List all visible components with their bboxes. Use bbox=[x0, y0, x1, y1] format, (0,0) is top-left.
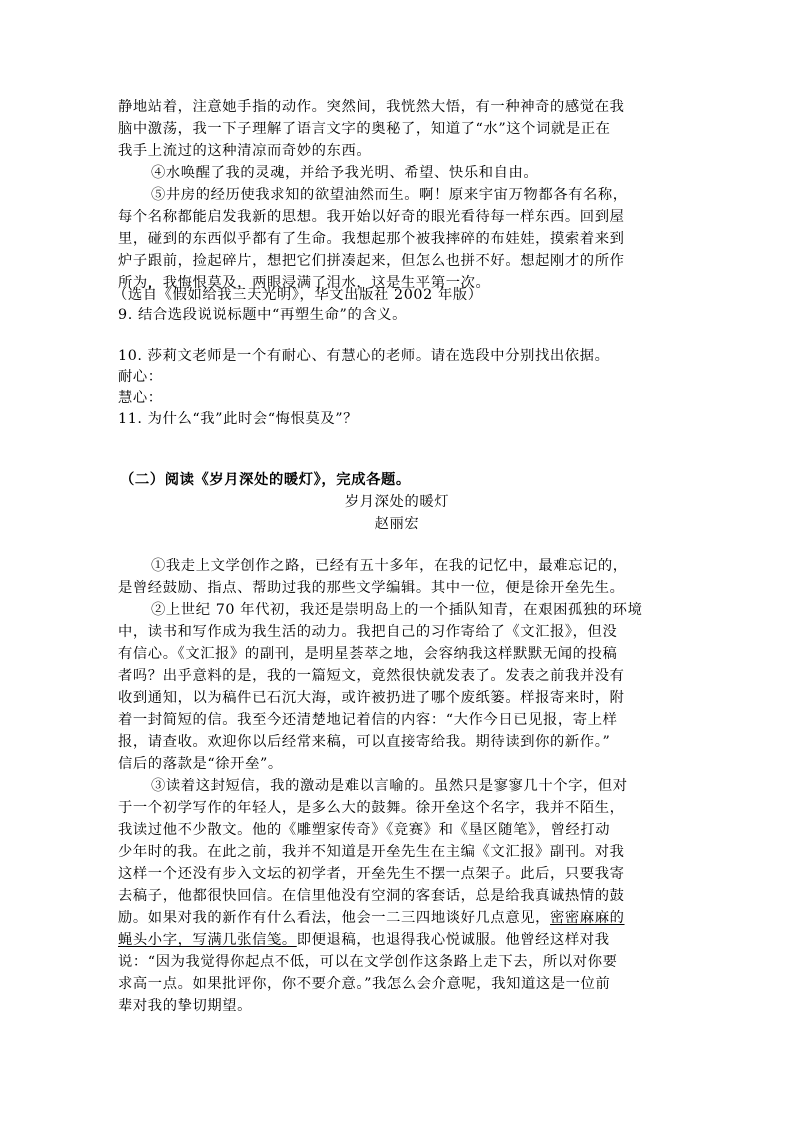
paragraph-3-line bbox=[118, 907, 625, 929]
paragraph-3-text: 励。如果对我的新作有什么看法，他会一二三四地谈好几点意见， bbox=[118, 910, 551, 926]
answer-label-wisdom: 慧心： bbox=[118, 390, 163, 406]
underlined-phrase: 密密麻麻的 bbox=[550, 910, 625, 926]
paragraph-3-line bbox=[118, 929, 610, 951]
paragraph-3-line: 辈对我的挚切期望。 bbox=[118, 998, 253, 1014]
paragraph-2-line: 着一封简短的信。我至今还清楚地记着信的内容：“大作今日已见报，寄上样 bbox=[118, 712, 618, 728]
paragraph-2-line: 报，请查收。欢迎你以后经常来稿，可以直接寄给我。期待读到你的新作。” bbox=[118, 734, 611, 750]
question-9: 9. 结合选段说说标题中“再塑生命”的含义。 bbox=[118, 307, 408, 323]
paragraph-1-line: ①我走上文学创作之路，已经有五十多年，在我的记忆中，最难忘记的， bbox=[151, 558, 628, 574]
paragraph-2-line: ②上世纪 70 年代初，我还是崇明岛上的一个插队知青，在艰困孤独的环境 bbox=[151, 602, 643, 618]
paragraph-1-line: 是曾经鼓励、指点、帮助过我的那些文学编辑。其中一位，便是徐开垒先生。 bbox=[118, 580, 625, 596]
paragraph-5-line: ⑤井房的经历使我求知的欲望油然而生。啊！原来宇宙万物都各有名称， bbox=[151, 187, 628, 203]
article-title: 岁月深处的暖灯 bbox=[344, 494, 450, 510]
paragraph-3-line: 求高一点。如果批评你，你不要介意。”我怎么会介意呢，我知道这是一位前 bbox=[118, 976, 611, 992]
paragraph-5-line: 所为，我悔恨莫及，两眼浸满了泪水，这是生平第一次。 bbox=[118, 275, 491, 291]
paragraph-2-line: 中，读书和写作成为我生活的动力。我把自己的习作寄给了《文汇报》，但没 bbox=[118, 624, 618, 640]
question-11: 11. 为什么“我”此时会“悔恨莫及”？ bbox=[118, 411, 359, 427]
paragraph-5-line: 炉子跟前，捡起碎片，想把它们拼凑起来，但怎么也拼不好。想起刚才的所作 bbox=[118, 253, 625, 269]
paragraph-3-line: 少年时的我。在此之前，我并不知道是开垒先生在主编《文汇报》副刊。对我 bbox=[118, 844, 625, 860]
underlined-phrase: 蝇头小字，写满几张信笺。 bbox=[118, 932, 297, 948]
article-author: 赵丽宏 bbox=[374, 516, 420, 532]
paragraph-3-line: 于一个初学写作的年轻人，是多么大的鼓舞。徐开垒这个名字，我并不陌生， bbox=[118, 800, 625, 816]
paragraph-3-line: ③读着这封短信，我的激动是难以言喻的。虽然只是寥寥几十个字，但对 bbox=[151, 778, 628, 794]
paragraph-3-line: 这样一个还没有步入文坛的初学者，开垒先生不摆一点架子。此后，只要我寄 bbox=[118, 866, 625, 882]
paragraph-2-line: 收到通知，以为稿件已石沉大海，或许被扔进了哪个废纸篓。样报寄来时，附 bbox=[118, 690, 625, 706]
paragraph-3-line: 我读过他不少散文。他的《雕塑家传奇》《竞赛》和《垦区随笔》，曾经打动 bbox=[118, 822, 611, 838]
body-text-line: 静地站着，注意她手指的动作。突然间，我恍然大悟，有一种神奇的感觉在我 bbox=[118, 99, 625, 115]
paragraph-3-line: 去稿子，他都很快回信。在信里他没有空洞的客套话，总是给我真诚热情的鼓 bbox=[118, 888, 625, 904]
paragraph-5-line: 里，碰到的东西似乎都有了生命。我想起那个被我摔碎的布娃娃，摸索着来到 bbox=[118, 231, 625, 247]
paragraph-2-line: 信后的落款是“徐开垒”。 bbox=[118, 756, 283, 772]
paragraph-2-line: 者吗？出乎意料的是，我的一篇短文，竟然很快就发表了。发表之前我并没有 bbox=[118, 668, 625, 684]
source-citation: （选自《假如给我三天光明》，华文出版社 2002 年版） bbox=[113, 287, 483, 303]
paragraph-3-text: 即便退稿，也退得我心悦诚服。他曾经这样对我 bbox=[296, 932, 610, 948]
answer-label-patience: 耐心： bbox=[118, 369, 163, 385]
question-10: 10. 莎莉文老师是一个有耐心、有慧心的老师。请在选段中分别找出依据。 bbox=[118, 348, 610, 364]
section-heading: （二）阅读《岁月深处的暖灯》，完成各题。 bbox=[120, 472, 411, 488]
body-text-line: 脑中激荡，我一下子理解了语言文字的奥秘了，知道了“水”这个词就是正在 bbox=[118, 121, 611, 137]
body-text-line: 我手上流过的这种清凉而奇妙的东西。 bbox=[118, 143, 372, 159]
paragraph-4: ④水唤醒了我的灵魂，并给予我光明、希望、快乐和自由。 bbox=[151, 165, 539, 181]
paragraph-3-line: 说：“因为我觉得你起点不低，可以在文学创作这条路上走下去，所以对你要 bbox=[118, 954, 618, 970]
paragraph-2-line: 有信心。《文汇报》的副刊，是明星荟萃之地，会容纳我这样默默无闻的投稿 bbox=[118, 646, 618, 662]
paragraph-5-line: 每个名称都能启发我新的思想。我开始以好奇的眼光看待每一样东西。回到屋 bbox=[118, 209, 625, 225]
